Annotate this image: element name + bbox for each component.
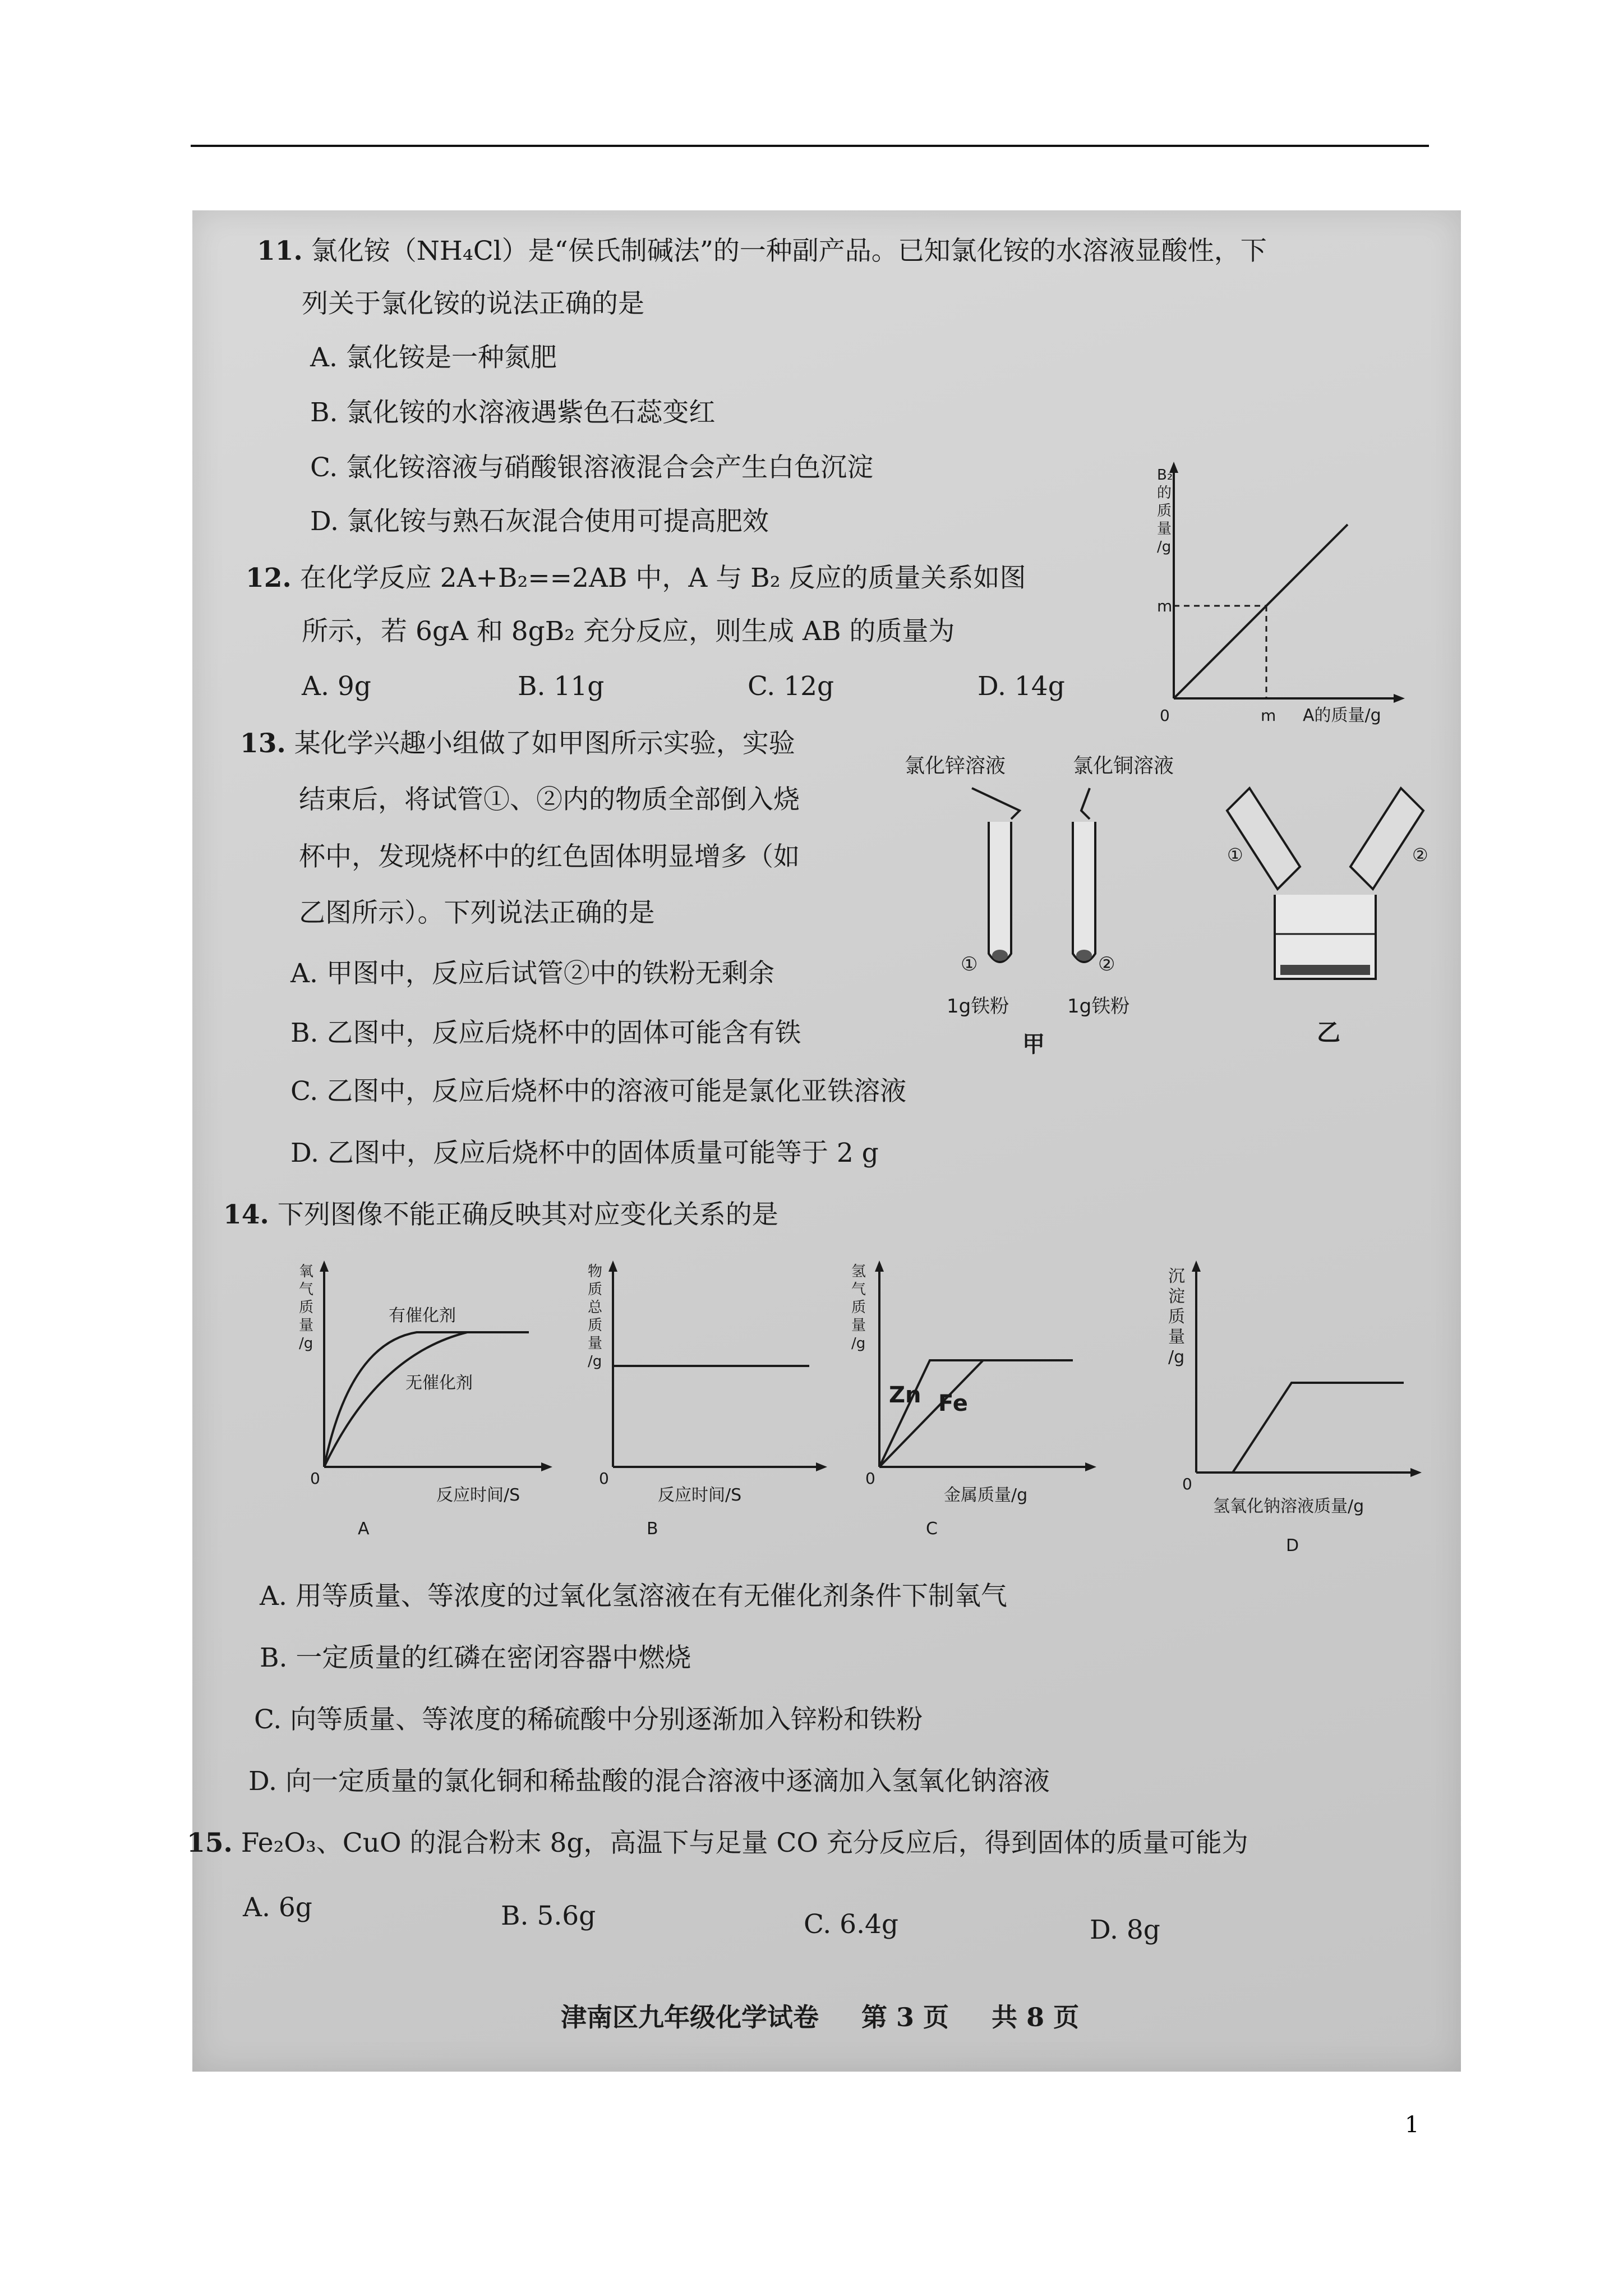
q14c-ylabel-3: 质 [851,1299,866,1316]
q14b-origin: 0 [599,1469,609,1488]
q15-option-d: D. 8g [1090,1915,1160,1945]
q13-stem-text1: 某化学兴趣小组做了如甲图所示实验，实验 [294,728,795,759]
q13-mass1-label: 1g铁粉 [947,995,1009,1018]
q12-stem-line1 [246,561,1026,596]
q12-number: 12. [246,563,292,593]
q13-solution2-label: 氯化铜溶液 [1073,754,1174,777]
q13-stem-line3: 杯中，发现烧杯中的红色固体明显增多（如 [299,841,800,872]
q12-xlabel: A的质量/g [1303,706,1381,725]
q13-solution1-label: 氯化锌溶液 [905,754,1006,777]
q11-stem-line1 [257,234,1267,269]
q14a-origin: 0 [310,1469,320,1488]
q14a-label-catalyst: 有催化剂 [389,1306,456,1326]
q14c-caption: C [926,1519,938,1539]
q11-stem-text1: 氯化铵（NH₄Cl）是“侯氏制碱法”的一种副产品。已知氯化铵的水溶液显酸性，下 [311,236,1267,266]
q14c-x-arrow [1085,1462,1096,1471]
q12-ytick: m [1157,597,1173,615]
q14-option-d: D. 向一定质量的氯化铜和稀盐酸的混合溶液中逐滴加入氢氧化钠溶液 [248,1766,1050,1797]
q11-number: 11. [257,236,303,266]
q14d-y-arrow [1192,1260,1201,1272]
q14d-ylabel-3: 质 [1168,1307,1185,1327]
q12-ylabel-1: B₂ [1157,467,1173,484]
q12-option-b: B. 11g [518,671,605,702]
q14a-ylabel-5: /g [299,1335,313,1352]
q14d-ylabel-4: 量 [1168,1327,1185,1347]
q11-option-a: A. 氯化铵是一种氮肥 [310,342,557,373]
q14-graph-c [826,1254,1118,1540]
q14d-precipitate-line [1233,1383,1404,1473]
q13-test-tube2 [1073,822,1095,962]
q14a-ylabel-3: 质 [299,1299,314,1316]
q13-red-solid [1280,965,1370,975]
q12-option-c: C. 12g [748,671,834,702]
q14d-caption: D [1286,1536,1299,1556]
q13-number: 13. [240,728,286,759]
q13-tube1-label: ① [961,953,978,976]
q14a-y-arrow [320,1260,329,1272]
q14-option-a: A. 用等质量、等浓度的过氧化氢溶液在有无催化剂条件下制氧气 [260,1581,1007,1612]
q11-option-b: B. 氯化铵的水溶液遇紫色石蕊变红 [310,397,716,428]
q12-stem-text1: 在化学反应 2A+B₂==2AB 中，A 与 B₂ 反应的质量关系如图 [299,563,1026,593]
q14-number: 14. [223,1199,269,1230]
q13-experiment-figure [905,749,1454,1063]
q15-number: 15. [187,1828,233,1858]
q12-mass-graph [1135,457,1449,738]
q12-xtick: m [1261,706,1276,725]
q14c-y-arrow [875,1260,884,1272]
q12-option-a: A. 9g [302,671,371,702]
q13-option-d: D. 乙图中，反应后烧杯中的固体质量可能等于 2 g [291,1138,879,1168]
q14-graph-d [1123,1254,1460,1557]
q15-stem-text: Fe₂O₃、CuO 的混合粉末 8g，高温下与足量 CO 充分反应后，得到固体的质量可能为 [241,1828,1248,1858]
q14b-ylabel-5: 量 [588,1335,603,1352]
q14a-ylabel-2: 气 [299,1281,314,1298]
header-rule [191,145,1429,147]
q13-stem-line4: 乙图所示）。下列说法正确的是 [299,898,655,928]
q14a-x-arrow [541,1462,552,1471]
footer-total: 共 8 页 [992,2002,1080,2032]
q12-ylabel-2: 的 [1157,485,1172,501]
q14b-ylabel-3: 总 [588,1299,603,1316]
q12-ylabel-3: 质 [1157,503,1172,519]
q12-ylabel-5: /g [1157,539,1172,555]
q13-option-a: A. 甲图中，反应后试管②中的铁粉无剩余 [291,958,774,989]
q14-graph-a [282,1254,574,1540]
q13-test-tube1 [989,822,1011,962]
q13-mass2-label: 1g铁粉 [1067,995,1130,1018]
q14b-x-arrow [816,1462,827,1471]
footer-page: 第 3 页 [861,2002,949,2032]
exam-page-photo [187,210,1461,2072]
q13-beaker-tube1-label: ① [1227,844,1243,866]
page-number: 1 [1405,2112,1419,2138]
q14d-xlabel: 氢氧化钠溶液质量/g [1213,1497,1364,1516]
q14-option-b: B. 一定质量的红磷在密闭容器中燃烧 [260,1642,691,1673]
q13-pour-tube2 [1350,788,1423,889]
q14b-ylabel-1: 物 [588,1263,603,1280]
q13-iron-powder2 [1076,950,1092,961]
q11-option-c: C. 氯化铵溶液与硝酸银溶液混合会产生白色沉淀 [310,452,874,483]
q14a-ylabel-4: 量 [299,1317,314,1334]
q14-stem-text: 下列图像不能正确反映其对应变化关系的是 [277,1199,778,1230]
q14b-y-arrow [608,1260,617,1272]
q14c-ylabel-4: 量 [851,1317,866,1334]
q12-line [1174,524,1348,698]
q13-beaker-tube2-label: ② [1412,844,1428,866]
q11-stem-line2: 列关于氯化铵的说法正确的是 [302,288,644,319]
q14-option-c: C. 向等质量、等浓度的稀硫酸中分别逐渐加入锌粉和铁粉 [254,1704,923,1735]
q14a-caption: A [358,1519,370,1539]
q14c-ylabel-1: 氢 [851,1263,866,1280]
page-footer [561,1997,1113,2034]
q12-ylabel-4: 量 [1157,521,1172,537]
q14b-ylabel-6: /g [588,1353,602,1370]
q12-stem-line2: 所示，若 6gA 和 8gB₂ 充分反应，则生成 AB 的质量为 [302,616,955,647]
q14a-curve-catalyst [324,1332,529,1467]
q14c-label-fe: Fe [938,1391,968,1416]
q13-iron-powder1 [992,950,1008,961]
q14b-caption: B [647,1519,658,1539]
q13-tube2-label: ② [1098,953,1115,976]
q15-option-a: A. 6g [243,1892,312,1923]
q13-pour-tube1 [1227,788,1300,889]
q14c-line-zn-top [879,1360,1073,1467]
q13-dropper2 [1081,788,1090,819]
q14d-ylabel-5: /g [1168,1347,1185,1367]
q14-graph-b [562,1254,843,1540]
q14-stem [223,1198,778,1232]
q14c-xlabel: 金属质量/g [944,1485,1028,1505]
q13-option-c: C. 乙图中，反应后烧杯中的溶液可能是氯化亚铁溶液 [291,1076,907,1107]
q14b-ylabel-4: 质 [588,1317,603,1334]
q14d-origin: 0 [1182,1475,1192,1493]
q12-origin: 0 [1160,706,1170,725]
q14d-ylabel-2: 淀 [1168,1287,1185,1306]
q13-dropper1 [972,788,1020,819]
q12-option-d: D. 14g [978,671,1065,702]
q11-option-d: D. 氯化铵与熟石灰混合使用可提高肥效 [310,506,769,537]
q14b-ylabel-2: 质 [588,1281,603,1298]
q15-option-b: B. 5.6g [501,1901,596,1931]
footer-title: 津南区九年级化学试卷 [561,2002,819,2032]
q14c-ylabel-5: /g [851,1335,866,1352]
q14d-x-arrow [1410,1468,1422,1477]
q15-stem [187,1826,1248,1861]
q13-label-jia: 甲 [1022,1032,1045,1057]
q14a-label-no-catalyst: 无催化剂 [405,1373,473,1393]
q14c-origin: 0 [865,1469,875,1488]
q14a-xlabel: 反应时间/S [436,1485,520,1505]
q13-option-b: B. 乙图中，反应后烧杯中的固体可能含有铁 [291,1018,801,1048]
q12-x-arrow [1394,694,1405,703]
q13-label-yi: 乙 [1317,1019,1341,1046]
q15-option-c: C. 6.4g [804,1909,898,1940]
q14a-ylabel-1: 氧 [299,1263,314,1280]
q13-stem-line2: 结束后，将试管①、②内的物质全部倒入烧 [299,784,800,815]
q13-stem-line1 [240,726,795,761]
q14c-ylabel-2: 气 [851,1281,866,1298]
q14d-ylabel-1: 沉 [1168,1267,1185,1286]
q14c-label-zn: Zn [889,1382,921,1408]
q14b-xlabel: 反应时间/S [658,1485,742,1505]
